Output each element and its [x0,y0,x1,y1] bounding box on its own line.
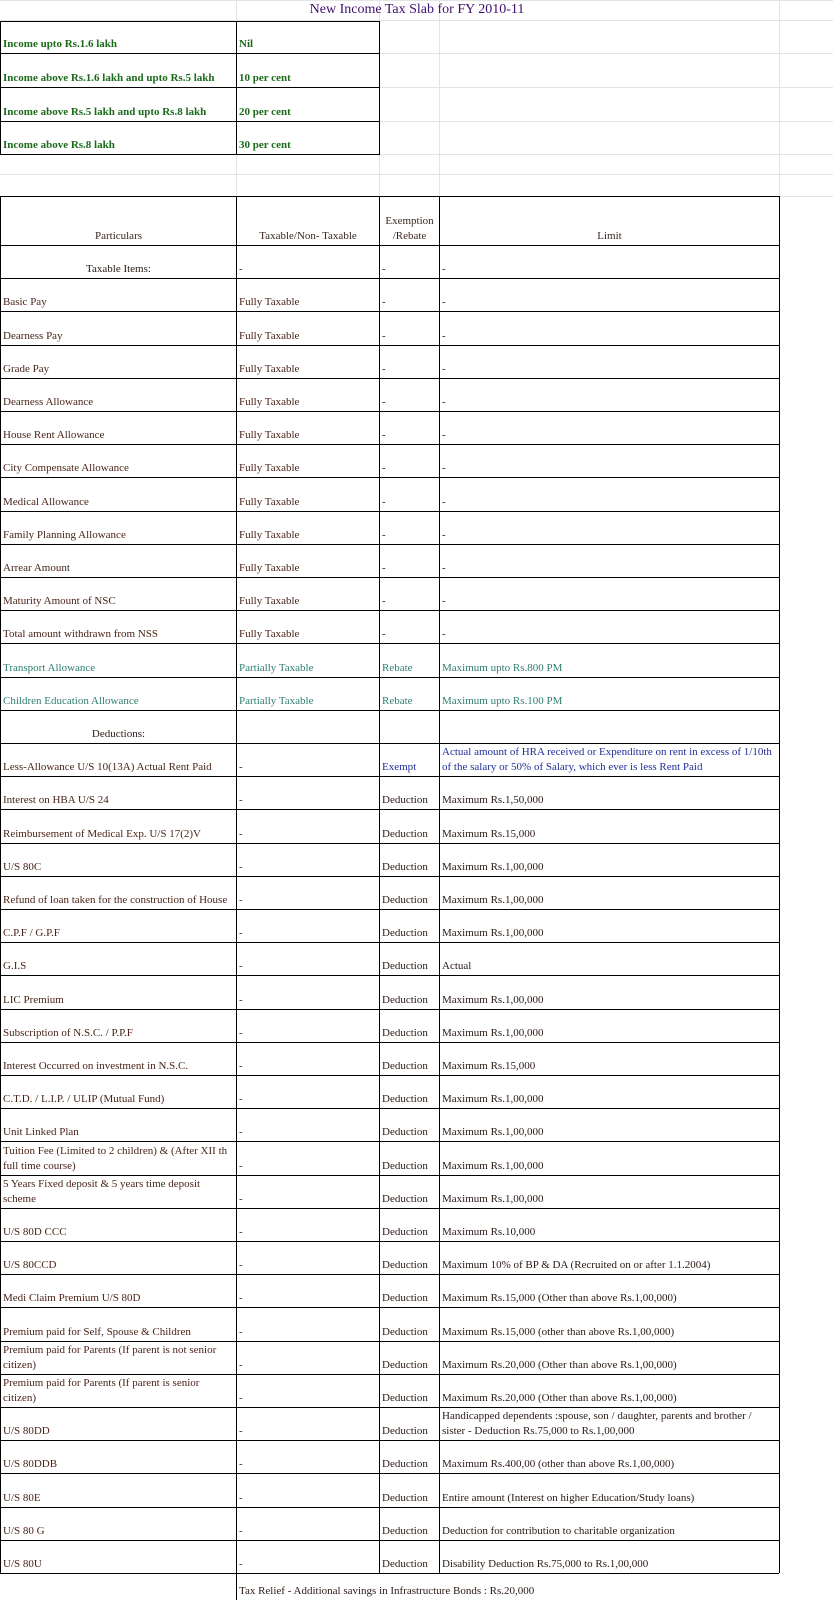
row-particulars[interactable]: U/S 80U [3,1558,42,1570]
row-exemption[interactable]: Rebate [382,662,413,674]
row-limit[interactable]: Maximum Rs.20,000 (Other than above Rs.1,00,000) [442,1359,677,1371]
row-exemption[interactable]: Deduction [382,1027,428,1039]
table-row-border [0,643,779,644]
row-taxable[interactable]: - [239,960,243,972]
row-limit[interactable]: - [442,363,446,375]
row-limit[interactable]: Maximum Rs.1,00,000 [442,927,544,939]
row-taxable[interactable]: Fully Taxable [239,330,300,342]
row-particulars[interactable]: G.I.S [3,960,27,972]
row-exemption[interactable]: Deduction [382,828,428,840]
row-limit[interactable]: Actual [442,960,472,972]
slab-border [379,21,380,155]
table-row-border [0,1108,779,1109]
row-limit[interactable]: Maximum Rs.1,00,000 [442,861,544,873]
row-limit[interactable]: - [442,296,446,308]
slab-border [236,21,237,155]
table-row-border [0,577,779,578]
row-exemption[interactable]: Deduction [382,1259,428,1271]
row-limit[interactable]: Maximum Rs.1,00,000 [442,1126,544,1138]
row-limit[interactable]: Maximum Rs.10,000 [442,1226,536,1238]
table-row-border [0,311,779,312]
row-taxable[interactable]: Fully Taxable [239,462,300,474]
row-limit[interactable]: - [442,396,446,408]
table-row-border [0,245,779,246]
row-particulars[interactable]: Basic Pay [3,296,47,308]
row-taxable[interactable]: - [239,1226,243,1238]
row-exemption[interactable]: Deduction [382,1226,428,1238]
table-row-border [0,1507,779,1508]
slab-rate-cell[interactable]: 20 per cent [239,106,291,118]
row-limit[interactable]: Maximum upto Rs.100 PM [442,695,563,707]
slab-border [0,87,380,88]
table-row-border [0,710,779,711]
row-limit[interactable] [439,710,779,743]
row-taxable[interactable]: - [239,794,243,806]
table-row-border [0,345,779,346]
row-particulars[interactable]: Unit Linked Plan [3,1126,79,1138]
row-particulars[interactable]: Interest on HBA U/S 24 [3,794,109,806]
slab-rate-cell[interactable]: Nil [239,38,254,50]
row-taxable[interactable]: - [239,894,243,906]
row-particulars[interactable]: 5 Years Fixed deposit & 5 years time deposit scheme [3,1178,201,1205]
slab-border [0,53,380,54]
row-exemption[interactable]: Deduction [382,861,428,873]
header-taxable: Taxable/Non- Taxable [259,230,357,242]
table-row-border [0,1042,779,1043]
row-particulars[interactable]: Subscription of N.S.C. / P.P.F [3,1027,133,1039]
row-taxable[interactable]: - [239,1558,243,1570]
row-taxable[interactable]: - [239,861,243,873]
table-row-border [0,677,779,678]
row-limit[interactable]: - [442,462,446,474]
table-row-border [0,1473,779,1474]
table-row-border [0,511,779,512]
row-exemption[interactable]: Deduction [382,894,428,906]
table-row-border [0,1440,779,1441]
slab-income-cell[interactable]: Income above Rs.1.6 lakh and upto Rs.5 lakh [3,72,215,84]
table-row-border [0,1175,779,1176]
row-taxable[interactable]: - [239,1359,243,1371]
row-particulars[interactable]: Transport Allowance [3,662,96,674]
row-exemption[interactable]: - [382,429,386,441]
row-limit[interactable]: Maximum Rs.15,000 (Other than above Rs.1,00,000) [442,1292,677,1304]
row-limit[interactable]: - [442,496,446,508]
table-row-border [0,909,779,910]
row-exemption[interactable]: Deduction [382,1558,428,1570]
row-particulars[interactable]: U/S 80DD [3,1425,50,1437]
row-limit[interactable]: Maximum Rs.1,00,000 [442,1160,544,1172]
row-particulars[interactable]: Medi Claim Premium U/S 80D [3,1292,141,1304]
row-taxable[interactable]: - [239,1093,243,1105]
row-limit[interactable]: Maximum Rs.1,00,000 [442,1027,544,1039]
row-particulars[interactable]: U/S 80E [3,1492,41,1504]
table-row-border [0,1274,779,1275]
row-particulars[interactable]: U/S 80CCD [3,1259,57,1271]
row-exemption[interactable]: - [382,462,386,474]
row-particulars[interactable]: House Rent Allowance [3,429,105,441]
row-limit[interactable]: - [442,628,446,640]
row-taxable[interactable]: - [239,1425,243,1437]
row-particulars[interactable]: Reimbursement of Medical Exp. U/S 17(2)V [3,828,201,840]
table-row-border [0,975,779,976]
row-taxable[interactable]: Fully Taxable [239,396,300,408]
row-exemption[interactable]: - [382,363,386,375]
row-particulars[interactable]: C.P.F / G.P.F [3,927,60,939]
row-limit[interactable]: Actual amount of HRA received or Expenditure on rent in excess of 1/10th of the salary or 50% of Salary, which ever is less Rent Paid [442,746,772,773]
row-taxable[interactable]: - [239,1392,243,1404]
row-limit[interactable]: Maximum Rs.20,000 (Other than above Rs.1,00,000) [442,1392,677,1404]
row-exemption[interactable]: - [382,628,386,640]
table-row-border [0,610,779,611]
row-taxable[interactable]: - [239,927,243,939]
row-exemption[interactable] [379,710,439,743]
row-taxable[interactable]: Partially Taxable [239,662,314,674]
row-limit[interactable]: Maximum Rs.1,00,000 [442,1193,544,1205]
table-row-border [0,809,779,810]
slab-border [0,21,380,22]
row-limit[interactable]: Deduction for contribution to charitable organization [442,1525,675,1537]
row-exemption[interactable]: Deduction [382,1193,428,1205]
table-row-border [0,1341,779,1342]
slab-rate-cell[interactable]: 10 per cent [239,72,291,84]
row-exemption[interactable]: Deduction [382,1326,428,1338]
footer-border [236,1573,237,1600]
row-taxable[interactable]: Fully Taxable [239,296,300,308]
row-exemption[interactable]: Deduction [382,1425,428,1437]
row-particulars[interactable]: LIC Premium [3,994,64,1006]
footer-note: Tax Relief - Additional savings in Infrastructure Bonds : Rs.20,000 [239,1585,535,1597]
row-particulars[interactable]: Tuition Fee (Limited to 2 children) & (After XII th full time course) [3,1145,228,1172]
row-exemption[interactable]: Deduction [382,927,428,939]
slab-income-cell[interactable]: Income upto Rs.1.6 lakh [3,38,117,50]
row-taxable[interactable]: - [239,1292,243,1304]
row-exemption[interactable]: - [382,396,386,408]
row-particulars[interactable]: Interest Occurred on investment in N.S.C. [3,1060,189,1072]
table-row-border [0,477,779,478]
row-particulars[interactable]: Premium paid for Parents (If parent is senior citizen) [3,1377,200,1404]
slab-income-cell[interactable]: Income above Rs.5 lakh and upto Rs.8 lakh [3,106,207,118]
row-taxable[interactable]: - [239,761,243,773]
table-row-border [0,1241,779,1242]
row-exemption[interactable]: Deduction [382,994,428,1006]
row-taxable[interactable]: - [239,828,243,840]
row-limit[interactable]: - [442,330,446,342]
row-taxable[interactable]: - [239,1027,243,1039]
header-particulars: Particulars [94,230,143,242]
table-column-border [779,196,780,1573]
row-particulars[interactable]: Dearness Pay [3,330,63,342]
row-exemption[interactable]: Deduction [382,1359,428,1371]
table-row-border [0,1307,779,1308]
page-title: New Income Tax Slab for FY 2010-11 [309,2,525,17]
row-particulars[interactable]: City Compensate Allowance [3,462,129,474]
row-particulars[interactable]: Total amount withdrawn from NSS [3,628,159,640]
row-limit[interactable]: Maximum Rs.1,50,000 [442,794,544,806]
table-column-border [0,196,1,1573]
slab-border [0,154,380,155]
row-particulars[interactable]: Dearness Allowance [3,396,94,408]
row-particulars[interactable]: Medical Allowance [3,496,89,508]
row-exemption[interactable]: Deduction [382,1093,428,1105]
row-limit[interactable]: Maximum Rs.1,00,000 [442,1093,544,1105]
row-taxable[interactable]: - [239,1160,243,1172]
table-row-border [0,1075,779,1076]
row-limit[interactable]: Maximum upto Rs.800 PM [442,662,563,674]
section-heading[interactable]: Deductions: [91,728,146,740]
row-taxable[interactable]: - [239,263,243,275]
row-limit[interactable]: Entire amount (Interest on higher Education/Study loans) [442,1492,695,1504]
row-limit[interactable]: Handicapped dependents :spouse, son / daughter, parents and brother / sister - Deduction Rs.75,000 to Rs.1,00,000 [442,1410,752,1437]
row-particulars[interactable]: U/S 80 G [3,1525,45,1537]
table-row-border [0,378,779,379]
row-exemption[interactable]: Deduction [382,1126,428,1138]
row-exemption[interactable]: Exempt [382,761,417,773]
table-row-border [0,1374,779,1375]
row-limit[interactable]: Maximum Rs.15,000 [442,828,536,840]
row-taxable[interactable]: - [239,1126,243,1138]
table-row-border [0,1540,779,1541]
row-exemption[interactable]: - [382,330,386,342]
gridline [439,0,440,196]
row-taxable[interactable]: Fully Taxable [239,496,300,508]
row-particulars[interactable]: Family Planning Allowance [3,529,126,541]
row-taxable[interactable]: - [239,1060,243,1072]
table-row-border [0,776,779,777]
slab-income-cell[interactable]: Income above Rs.8 lakh [3,139,115,151]
row-taxable[interactable]: Fully Taxable [239,363,300,375]
row-exemption[interactable]: - [382,496,386,508]
row-taxable[interactable]: - [239,1326,243,1338]
table-row-border [0,278,779,279]
row-particulars[interactable]: Premium paid for Self, Spouse & Children [3,1326,191,1338]
row-limit[interactable]: - [442,562,446,574]
row-particulars[interactable]: Refund of loan taken for the construction of House [3,894,228,906]
row-limit[interactable]: Disability Deduction Rs.75,000 to Rs.1,00,000 [442,1558,649,1570]
row-exemption[interactable]: Deduction [382,1292,428,1304]
row-limit[interactable]: - [442,263,446,275]
row-taxable[interactable]: Fully Taxable [239,628,300,640]
table-row-border [0,942,779,943]
table-row-border [0,444,779,445]
row-particulars[interactable]: C.T.D. / L.I.P. / ULIP (Mutual Fund) [3,1093,165,1105]
row-particulars[interactable]: Maturity Amount of NSC [3,595,116,607]
row-taxable[interactable] [236,710,379,743]
row-limit[interactable]: - [442,529,446,541]
row-taxable[interactable]: Fully Taxable [239,429,300,441]
row-limit[interactable]: - [442,595,446,607]
table-row-border [0,1141,779,1142]
row-taxable[interactable]: Fully Taxable [239,529,300,541]
row-taxable[interactable]: - [239,1492,243,1504]
header-exemption: Exemption /Rebate [385,215,434,242]
slab-border [0,121,380,122]
row-particulars[interactable]: Arrear Amount [3,562,70,574]
row-limit[interactable]: Maximum Rs.15,000 [442,1060,536,1072]
table-row-border [0,1208,779,1209]
row-particulars[interactable]: U/S 80DDB [3,1458,58,1470]
row-taxable[interactable]: - [239,1193,243,1205]
row-exemption[interactable]: Deduction [382,1060,428,1072]
row-particulars[interactable]: Grade Pay [3,363,50,375]
row-taxable[interactable]: - [239,1259,243,1271]
row-taxable[interactable]: - [239,1525,243,1537]
table-row-border [0,1009,779,1010]
row-exemption[interactable]: Rebate [382,695,413,707]
table-row-border [0,1407,779,1408]
row-particulars[interactable]: Children Education Allowance [3,695,139,707]
row-taxable[interactable]: Fully Taxable [239,562,300,574]
slab-border [0,21,1,155]
row-limit[interactable]: Maximum Rs.1,00,000 [442,894,544,906]
table-column-border [236,196,237,1573]
row-exemption[interactable]: Deduction [382,960,428,972]
row-limit[interactable]: - [442,429,446,441]
row-exemption[interactable]: - [382,296,386,308]
table-row-border [0,843,779,844]
table-row-border [0,544,779,545]
row-particulars[interactable]: U/S 80D CCC [3,1226,67,1238]
row-taxable[interactable]: - [239,1458,243,1470]
table-border [0,196,779,197]
table-row-border [0,743,779,744]
slab-rate-cell[interactable]: 30 per cent [239,139,291,151]
row-exemption[interactable]: Deduction [382,1160,428,1172]
section-heading[interactable]: Taxable Items: [86,263,151,275]
gridline [0,174,833,175]
row-exemption[interactable]: Deduction [382,794,428,806]
table-column-border [439,196,440,1573]
row-limit[interactable]: Maximum 10% of BP & DA (Recruited on or after 1.1.2004) [442,1259,711,1271]
row-particulars[interactable]: Less-Allowance U/S 10(13A) Actual Rent Paid [3,761,212,773]
row-particulars[interactable]: U/S 80C [3,861,42,873]
row-exemption[interactable]: - [382,562,386,574]
row-exemption[interactable]: Deduction [382,1492,428,1504]
row-taxable[interactable]: - [239,994,243,1006]
row-exemption[interactable]: - [382,529,386,541]
table-column-border [379,196,380,1573]
row-taxable[interactable]: Fully Taxable [239,595,300,607]
row-exemption[interactable]: Deduction [382,1525,428,1537]
row-exemption[interactable]: Deduction [382,1458,428,1470]
row-exemption[interactable]: - [382,263,386,275]
table-row-border [0,411,779,412]
row-limit[interactable]: Maximum Rs.15,000 (other than above Rs.1,00,000) [442,1326,675,1338]
gridline [779,0,780,196]
row-limit[interactable]: Maximum Rs.1,00,000 [442,994,544,1006]
table-row-border [0,876,779,877]
row-limit[interactable]: Maximum Rs.400,00 (other than above Rs.1,00,000) [442,1458,675,1470]
row-exemption[interactable]: - [382,595,386,607]
row-exemption[interactable]: Deduction [382,1392,428,1404]
row-taxable[interactable]: Partially Taxable [239,695,314,707]
header-limit: Limit [597,230,622,242]
row-particulars[interactable]: Premium paid for Parents (If parent is not senior citizen) [3,1344,217,1371]
